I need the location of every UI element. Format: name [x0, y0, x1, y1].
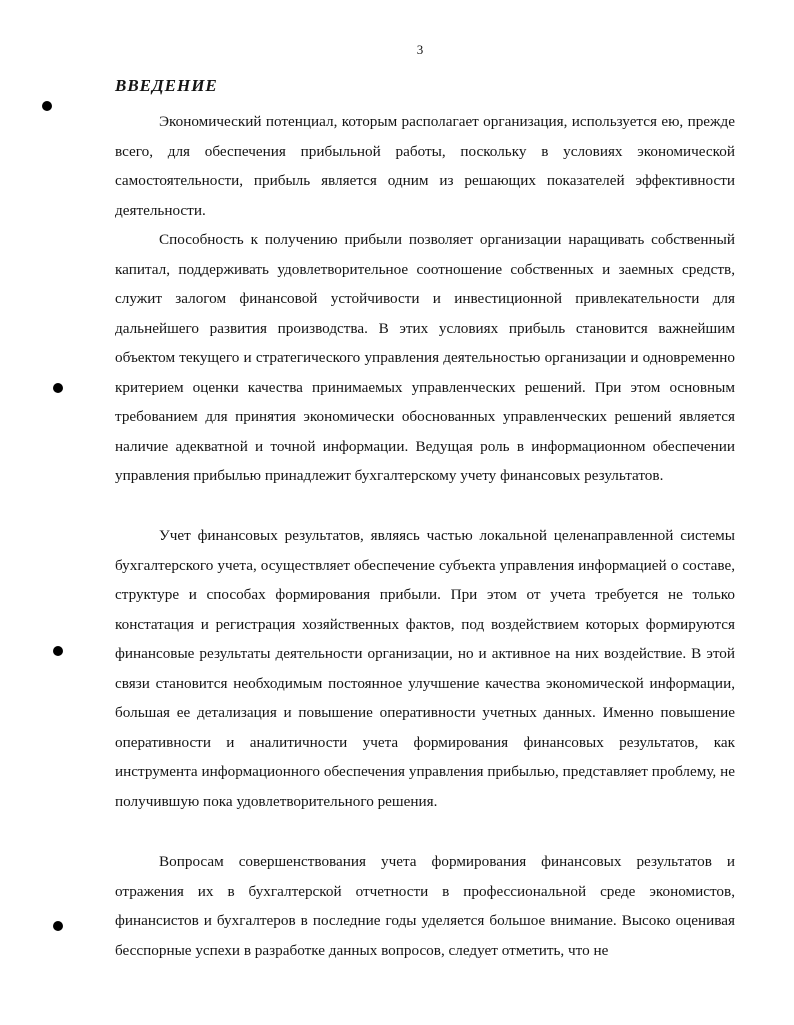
- page-number: 3: [416, 42, 424, 57]
- paragraph-3: Учет финансовых результатов, являясь частью локальной целенаправленной системы бухгалтерского учета, осуществляет обеспечение субъекта управления информацией о составе, структуре и способах формирования прибыли. При этом от учета требуется не только констатация и регистрация хозяйственных фактов, под воздействием которых формируются финансовые результаты деятельности организации, но и активное на них воздействие. В этой связи становится необходимым постоянное улучшение качества экономической информации, большая ее детализация и повышение оперативности учетных данных. Именно повышение оперативности и аналитичности учета формирования финансовых результатов, как инструмента информационного обеспечения управления прибылью, представляет проблему, не получившую пока удовлетворительного решения.: [115, 527, 735, 810]
- page-title: ВВЕДЕНИЕ: [115, 76, 218, 95]
- punch-hole-mark-1: [42, 101, 52, 111]
- paragraph-2: Способность к получению прибыли позволяет организации наращивать собственный капитал, поддерживать удовлетворительное соотношение собственных и заемных средств, служит залогом финансовой устойчивости и инвестиционной привлекательности для дальнейшего развития производства. В этих условиях прибыль становится важнейшим объектом текущего и стратегического управления деятельностью организации и одновременно критерием оценки качества принимаемых управленческих решений. При этом основным требованием для принятия экономически обоснованных управленческих решений является наличие адекватной и точной информации. Ведущая роль в информационном обеспечении управления прибылью принадлежит бухгалтерскому учету финансовых результатов.: [115, 231, 735, 484]
- paragraph-1: Экономический потенциал, которым располагает организация, используется ею, прежде всего, для обеспечения прибыльной работы, поскольку в условиях экономической самостоятельности, прибыль является одним из решающих показателей эффективности деятельности.: [115, 113, 735, 219]
- punch-hole-mark-2: [53, 383, 63, 393]
- punch-hole-mark-4: [53, 921, 63, 931]
- paragraph-4: Вопросам совершенствования учета формирования финансовых результатов и отражения их в бухгалтерской отчетности в профессиональной среде экономистов, финансистов и бухгалтеров в последние годы уделяется большое внимание. Высоко оценивая бесспорные успехи в разработке данных вопросов, следует отметить, что не: [115, 853, 735, 959]
- punch-hole-mark-3: [53, 646, 63, 656]
